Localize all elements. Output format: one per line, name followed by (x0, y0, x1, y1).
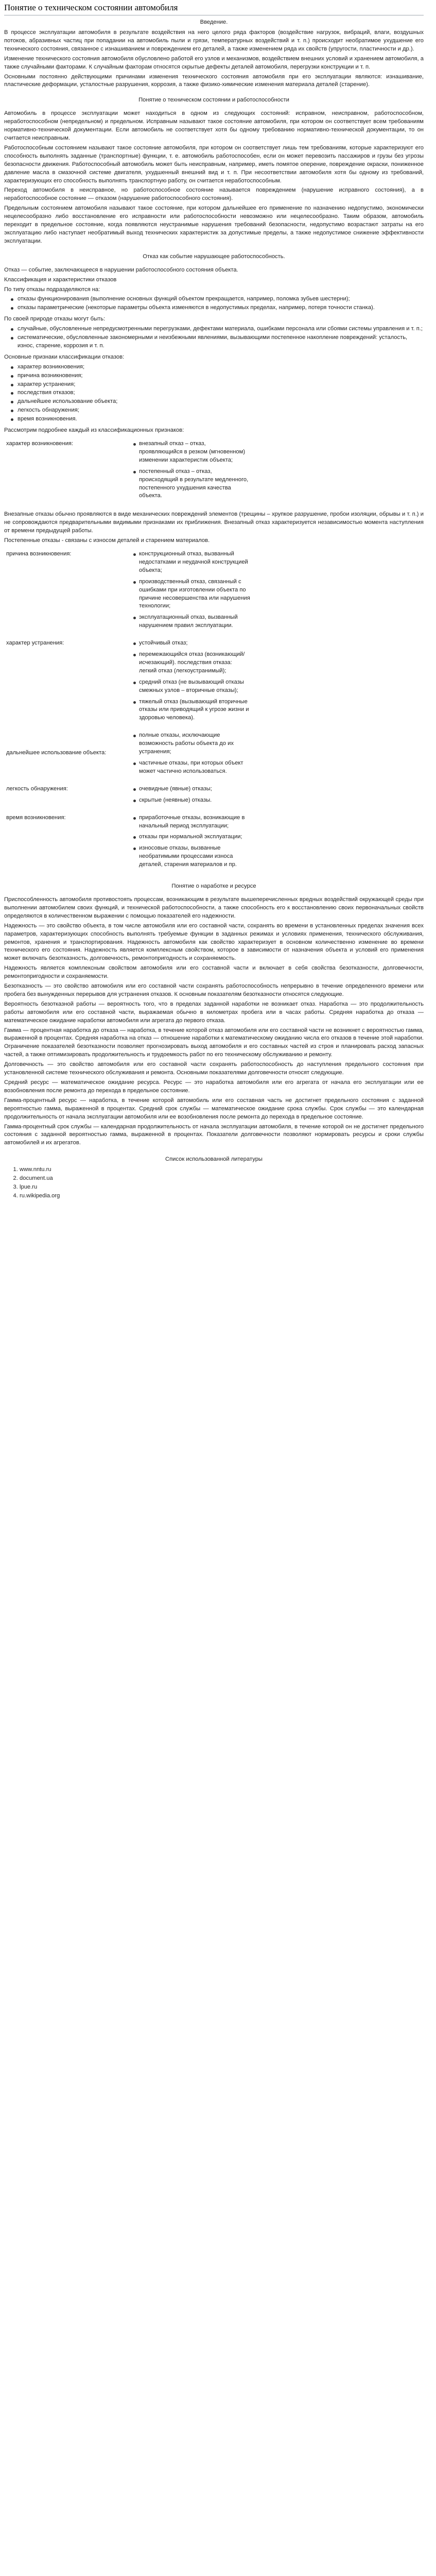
types-heading: По типу отказы подразделяются на: (4, 286, 100, 293)
classification-label: легкость обнаружения: (6, 785, 68, 792)
tech-paragraph: Работоспособным состоянием называют такое состояние автомобиля, при котором он соответствует лишь тем требованиям, которые характеризуют его способность выполнять заданные (транспортные) функции, т. е. автомобиль работоспособен, если он может перевозить пассажиров и грузы без угрозы безопасности движения. Работоспособный автомобиль может быть неисправным, например, иметь помятое оперение, повреждение окраски, пониженное давление масла в смазочной системе двигателя, ухудшенный внешний вид и т. п. При несоответствии автомобиля хотя бы одному из требований, характеризующих его способность выполнять транспортную работу, он считается неработоспособным. (4, 144, 424, 184)
list-item: случайные, обусловленные непредусмотренными перегрузками, дефектами материала, ошибками персонала или сбоями системы управления и т. п.; (18, 325, 424, 333)
tech-heading: Понятие о техническом состоянии и работоспособности (138, 97, 289, 104)
sudden-failure-note: Внезапные отказы обычно проявляются в виде механических повреждений элементов (трещины – хрупкое разрушение, пробои изоляции, обрывы и т. п.) и не сопровождаются предварительными видимыми признаками их приближения. Внезапный отказ характеризуется независимостью момента наступления от времени предыдущей работы. (4, 511, 424, 534)
classification-list (132, 785, 250, 805)
resource-paragraph: Средний ресурс — математическое ожидание ресурса. Ресурс — это наработка автомобиля или его агрегата от начала его эксплуатации или ее возобновления после ремонта до перехода в предельное состояние. (4, 1079, 424, 1094)
intro-paragraph: Изменение технического состояния автомобиля обусловлено работой его узлов и механизмов, воздействием внешних условий и хранением автомобиля, а также случайными факторами. К случайным факторам относятся скрытые дефекты деталей автомобиля, перегрузки конструкции и т. п. (4, 55, 424, 70)
list-item: легкость обнаружения; (18, 406, 424, 415)
classification-label: причина возникновения: (6, 550, 72, 557)
list-item: тяжелый отказ (вызывающий вторичные отказы или приводящий к угрозе жизни и здоровью человека). (139, 698, 250, 723)
origin-classification (4, 437, 424, 506)
resource-paragraph: Надежность — это свойство объекта, в том числе автомобиля или его составной части, сохранять во времени в установленных пределах значения всех параметров, характеризующих способность выполнять требуемые функции в заданных режимах и условиях применения, технического обслуживания, ремонтов, хранения и транспортирования. Надежность автомобиля как свойство характеризует в основном количественно изменение во времени технического его состояния. Надежность является комплексным свойством, которое в зависимости от назначения объекта и условий его применения может включать безотказность, долговечность, ремонтопригодность и сохраняемость. (4, 922, 424, 962)
resource-paragraph: Гамма-процентный ресурс — наработка, в течение которой автомобиль или его составная часть не достигнет предельного состояния с заданной вероятностью гамма, выраженной в процентах. Средний срок службы — математическое ожидание срока службы. Срок службы — это календарная продолжительность от начала эксплуатации автомобиля или ее возобновления после ремонта до перехода в предельное состояние. (4, 1097, 424, 1120)
classification-list (132, 550, 250, 630)
references-list (4, 1166, 424, 1200)
list-item: эксплуатационный отказ, вызванный нарушением правил эксплуатации. (139, 614, 250, 630)
list-item: перемежающийся отказ (возникающий/исчезающий). последствия отказа: легкий отказ (легкоустранимый); (139, 651, 250, 675)
tech-paragraph: Автомобиль в процессе эксплуатации может находиться в одном из следующих состояний: исправном, неисправном, работоспособном, неработоспособном (непредельном) и предельном. Исправным называют такое состояние автомобиля, при котором он соответствует всем требованиям нормативно-технической документации. Если автомобиль не соответствует хотя бы одному требованию нормативно-технической документации, то он считается неисправным. (4, 110, 424, 141)
intro-heading: Введение. (200, 19, 228, 26)
resource-paragraph: Безотказность — это свойство автомобиля или его составной части сохранять работоспособность непрерывно в течение определенного времени или пробега без вынужденных перерывов для устранения отказов. К основным показателям безотказности относятся следующие. (4, 983, 424, 997)
list-item: износовые отказы, вызванные необратимыми процессами износа деталей, старения материалов и пр. (139, 844, 250, 869)
list-item: конструкционный отказ, вызванный недостатками и неудачной конструкцией объекта; (139, 550, 250, 575)
resource-paragraph: Гамма-процентный срок службы — календарная продолжительность от начала эксплуатации автомобиля, в течение которой он не достигнет предельного состояния с заданной вероятностью гамма, выраженной в процентах. Показатели долговечности позволяют нормировать ресурсы и сроки службы автомобилей и их агрегатов. (4, 1123, 424, 1146)
resource-paragraph: Приспособленность автомобиля противостоять процессам, возникающим в результате вышеперечисленных вредных воздействий окружающей среды при выполнении автомобилем своих функций, и технической работоспособности, а также способность его к восстановлению своих первоначальных свойств определяются в количественном выражении с помощью показателей его надежности. (4, 896, 424, 919)
resource-paragraph: Надежность является комплексным свойством автомобиля или его составной части и включает в себя свойства безотказности, долговечности, ремонтопригодности и сохраняемости. (4, 965, 424, 980)
list-item: последствия отказов; (18, 389, 424, 397)
page-title: Понятие о техническом состоянии автомобиля (4, 2, 424, 15)
reference-item: 1. www.nntu.ru (20, 1166, 424, 1174)
resource-paragraph: Гамма — процентная наработка до отказа — наработка, в течение которой отказ автомобиля или его составной части не возникнет с вероятностью гамма, выраженной в процентах. Средняя наработка на отказ — отношение наработки к математическому ожиданию числа его отказов в течение этой наработки. Ограничение показателей безотказности позволяет прогнозировать выход автомобиля и его составных частей из строя и планировать расход запасных частей, а также оптимизировать продолжительность и трудоемкость работ по его техническому обслуживанию и ремонту. (4, 1027, 424, 1058)
types-list (4, 295, 424, 312)
reference-item: 4. ru.wikipedia.org (20, 1192, 424, 1200)
gradual-failure-note: Постепенные отказы - связаны с износом деталей и старением материалов. (4, 537, 210, 544)
failure-definition: Отказ — событие, заключающееся в нарушении работоспособного состояния объекта. (4, 266, 238, 273)
list-item: характер устранения; (18, 381, 424, 389)
references-heading: Список использованной литературы (165, 1156, 263, 1163)
list-item: приработочные отказы, возникающие в начальный период эксплуатации; (139, 814, 250, 831)
list-item: систематические, обусловленные закономерными и неизбежными явлениями, вызывающими постепенное накопление повреждений: усталость, износ, старение, коррозия и т. п. (18, 334, 424, 350)
reference-item: 3. lpue.ru (20, 1183, 424, 1192)
signs-list (4, 363, 424, 423)
list-item: постепенный отказ – отказ, происходящий в результате медленного, постепенного ухудшения качества объекта. (139, 468, 250, 501)
list-item: полные отказы, исключающие возможность работы объекта до их устранения; (139, 732, 250, 756)
list-item: время возникновения. (18, 415, 424, 423)
list-item: характер возникновения; (18, 363, 424, 371)
classification-list (132, 732, 250, 776)
intro-paragraph: Основными постоянно действующими причинами изменения технического состояния автомобиля при его эксплуатации являются: изнашивание, пластические деформации, усталостные разрушения, коррозия, а также физико-химические изменения материала деталей (старение). (4, 73, 424, 88)
resource-paragraph: Вероятность безотказной работы — вероятность того, что в пределах заданной наработки не возникает отказ. Наработка — это продолжительность работы автомобиля или его составной части, выражаемая обычно в километрах пробега или в часах работы. Средняя наработка до отказа — математическое ожидание наработки автомобиля или агрегата до первого отказа. (4, 1001, 424, 1024)
intro-paragraph: В процессе эксплуатации автомобиля в результате воздействия на него целого ряда факторов (воздействие нагрузок, вибраций, влаги, воздушных потоков, абразивных частиц при попадании на автомобиль пыли и грязи, температурных воздействий и т. п.) происходит необратимое ухудшение его технического состояния, связанное с изнашиванием и повреждением его деталей, а также изменением ряда их свойств (упругости, пластичности и др.). (4, 29, 424, 52)
list-item: устойчивый отказ; (139, 639, 250, 648)
list-item: отказы функционирования (выполнение основных функций объектом прекращается, например, поломка зубьев шестерни); (18, 295, 424, 303)
failure-heading: Отказ как событие нарушающее работоспособность. (143, 253, 285, 260)
classification-list (132, 639, 250, 722)
detail-intro: Рассмотрим подробнее каждый из классификационных признаков: (4, 427, 184, 434)
list-item: отказы при нормальной эксплуатации; (139, 833, 250, 841)
list-item: средний отказ (не вызывающий отказы смежных узлов – вторичные отказы); (139, 679, 250, 695)
list-item: очевидные (явные) отказы; (139, 785, 250, 793)
document-page (0, 0, 428, 1216)
classification-label: характер устранения: (6, 640, 64, 647)
tech-paragraph: Предельным состоянием автомобиля называют такое состояние, при котором дальнейшее его применение по назначению недопустимо, экономически нецелесообразно либо восстановление его исправности или работоспособности невозможно или нецелесообразно. Таким образом, автомобиль переходит в предельное состояние, когда появляются неустранимые нарушения требований безопасности, недопустимо возрастают затраты на его эксплуатацию либо наступает необратимый выход технических характеристик за допустимые пределы, а также недопустимое снижение эффективности эксплуатации. (4, 205, 424, 244)
nature-list (4, 325, 424, 350)
classification-label: дальнейшее использование объекта: (6, 750, 107, 756)
classification-label: характер возникновения: (6, 440, 74, 447)
classification-list (132, 440, 250, 500)
list-item: производственный отказ, связанный с ошибками при изготовлении объекта по причине несовершенства или нарушения технологии; (139, 578, 250, 611)
tech-paragraph: Переход автомобиля в неисправное, но работоспособное состояние называется повреждением (нарушение исправного состояния), а в неработоспособное состояние — отказом (нарушение работоспособного состояния). (4, 187, 424, 202)
list-item: отказы параметрические (некоторые параметры объекта изменяются в недопустимых пределах, например, потеря точности станка). (18, 304, 424, 312)
signs-heading: Основные признаки классификации отказов: (4, 353, 125, 360)
list-item: внезапный отказ – отказ, проявляющийся в резком (мгновенном) изменении характеристик объекта; (139, 440, 250, 465)
list-item: частичные отказы, при которых объект может частично использоваться. (139, 759, 250, 776)
resource-paragraph: Долговечность — это свойство автомобиля или его составной части сохранять работоспособность до наступления предельного состояния при установленной системе технического обслуживания и ремонта. Основными показателями долговечности относят следующие. (4, 1061, 424, 1076)
classification-list (132, 814, 250, 869)
reference-item: 2. document.ua (20, 1175, 424, 1183)
list-item: причина возникновения; (18, 372, 424, 380)
list-item: дальнейшее использование объекта; (18, 398, 424, 406)
list-item: скрытые (неявные) отказы. (139, 796, 250, 805)
cause-classification (4, 547, 424, 875)
classification-heading: Классификация и характеристики отказов (4, 276, 117, 283)
nature-heading: По своей природе отказы могут быть: (4, 316, 106, 323)
resource-heading: Понятие о наработке и ресурсе (171, 883, 256, 890)
classification-label: время возникновения: (6, 814, 66, 821)
